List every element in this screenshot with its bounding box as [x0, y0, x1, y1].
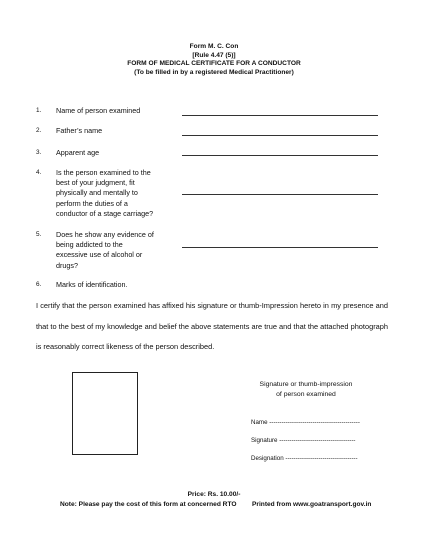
printed-from: Printed from www.goatransport.gov.in	[252, 501, 372, 508]
item-number: 6.	[36, 281, 42, 288]
item-number: 3.	[36, 149, 42, 156]
answer-line-1[interactable]	[182, 115, 378, 116]
item-question: Is the person examined to the best of your judgment, fit physically and mentally to perform the duties of a conductor of a stage carriage?	[56, 168, 154, 218]
item-number: 2.	[36, 127, 42, 134]
designation-field[interactable]: Designation -----------------------------------	[251, 455, 358, 462]
form-title: FORM OF MEDICAL CERTIFICATE FOR A CONDUCTOR	[127, 60, 301, 68]
name-field[interactable]: Name --------------------------------------------	[251, 419, 360, 426]
payment-note: Note: Please pay the cost of this form at concerned RTO	[60, 501, 237, 508]
item-question: Does he show any evidence of being addicted to the excessive use of alcohol or drugs?	[56, 230, 154, 270]
item-number: 5.	[36, 231, 42, 238]
certification-statement: I certify that the person examined has affixed his signature or thumb-Impression hereto in my presence and that to the best of my knowledge and belief the above statements are true and that the attached photograph is reasonably correct likeness of the person described.	[36, 301, 388, 351]
answer-line-3[interactable]	[182, 155, 378, 156]
item-question: Name of person examined	[56, 106, 141, 115]
item-number: 4.	[36, 169, 42, 176]
signature-field[interactable]: Signature -------------------------------------	[251, 437, 356, 444]
item-question: Marks of identification.	[56, 280, 128, 289]
form-header	[0, 43, 428, 77]
form-rule: [Rule 4.47 (5)]	[192, 51, 236, 59]
item-question: Father’s name	[56, 126, 103, 135]
item-number: 1.	[36, 107, 42, 114]
form-price: Price: Rs. 10.00/-	[187, 491, 241, 498]
answer-line-4[interactable]	[182, 194, 378, 195]
signature-block-title: Signature or thumb-impression of person examined	[259, 381, 353, 398]
form-subtitle: (To be filled in by a registered Medical Practitioner)	[134, 68, 294, 76]
form-number: Form M. C. Con	[189, 43, 239, 50]
item-question: Apparent age	[56, 148, 100, 157]
answer-line-5[interactable]	[182, 247, 378, 248]
photograph-box	[72, 372, 138, 455]
answer-line-2[interactable]	[182, 135, 378, 136]
